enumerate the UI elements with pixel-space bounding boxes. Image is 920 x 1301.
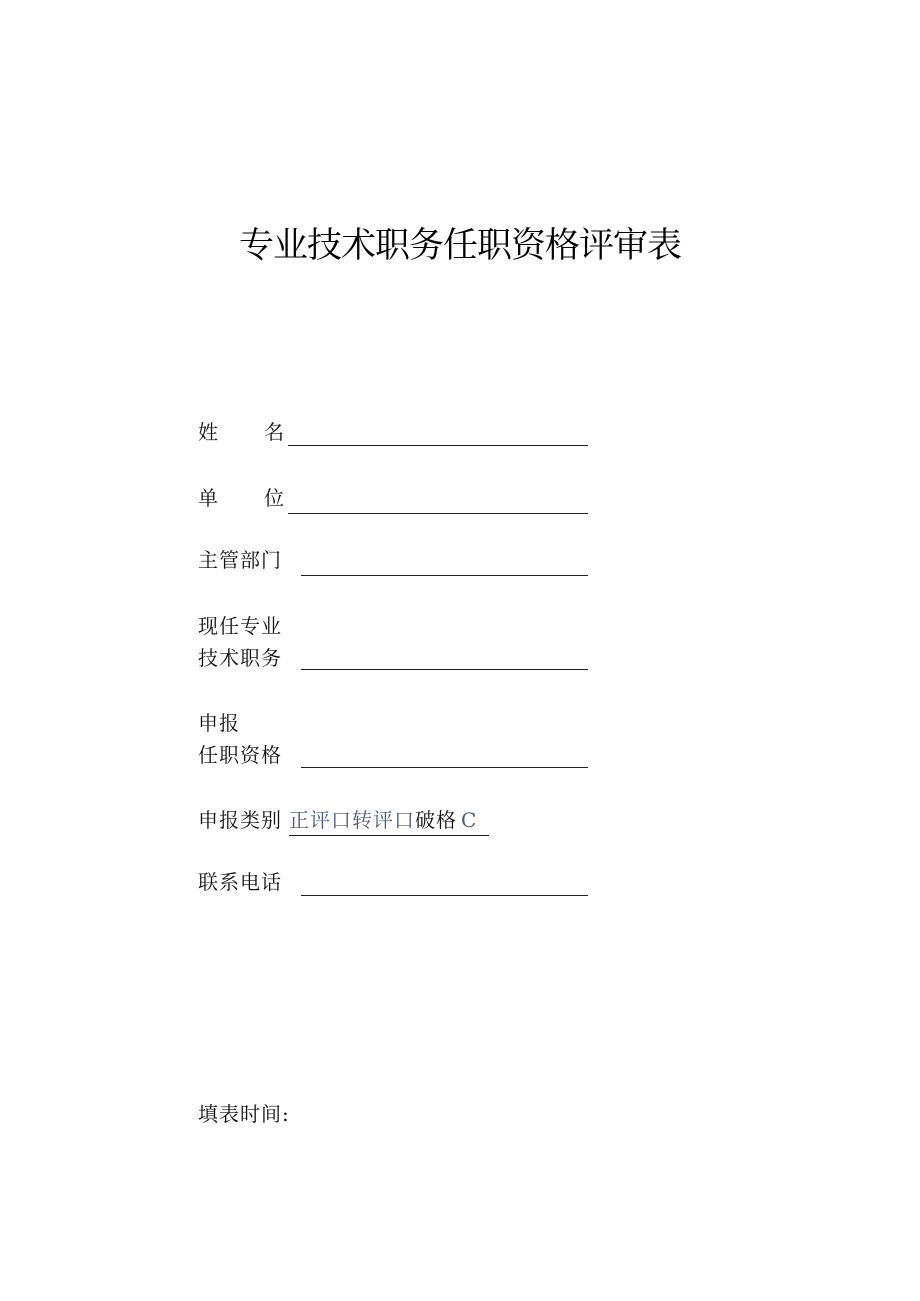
category-option-regular[interactable]: 正评口	[289, 808, 352, 832]
category-options	[289, 806, 477, 834]
category-row	[198, 806, 598, 836]
category-option-transfer[interactable]: 转评口	[352, 808, 415, 832]
current-position-label	[198, 610, 282, 674]
phone-fill-line[interactable]	[301, 895, 588, 896]
category-option-exception[interactable]: 破格	[415, 808, 457, 832]
applied-qualification-label	[198, 707, 282, 771]
unit-fill-line[interactable]	[288, 513, 588, 514]
phone-label: 联系电话	[198, 870, 282, 894]
current-position-fill-line[interactable]	[301, 669, 588, 670]
name-label-part2: 名	[264, 420, 285, 444]
page-title: 专业技术职务任职资格评审表	[238, 226, 681, 266]
department-row	[198, 546, 598, 576]
name-row	[198, 418, 598, 448]
unit-label-part1: 单	[198, 486, 219, 510]
phone-row	[198, 868, 598, 898]
unit-label	[198, 484, 288, 512]
category-option-exception-mark[interactable]: C	[461, 808, 478, 832]
applied-qualification-fill-line[interactable]	[301, 767, 588, 768]
current-position-label-line1: 现任专业	[198, 614, 282, 638]
name-label-part1: 姓	[198, 420, 219, 444]
unit-label-part2: 位	[264, 486, 285, 510]
unit-row	[198, 484, 598, 514]
department-fill-line[interactable]	[301, 575, 588, 576]
fill-date-label: 填表时间:	[198, 1102, 290, 1126]
current-position-label-line2: 技术职务	[198, 646, 282, 670]
applied-qualification-label-line2: 任职资格	[198, 743, 282, 767]
department-label: 主管部门	[198, 548, 282, 572]
applied-qualification-label-line1: 申报	[198, 711, 240, 735]
name-fill-line[interactable]	[288, 445, 588, 446]
category-label: 申报类别	[198, 808, 282, 832]
category-underline	[289, 835, 489, 836]
name-label	[198, 418, 288, 446]
